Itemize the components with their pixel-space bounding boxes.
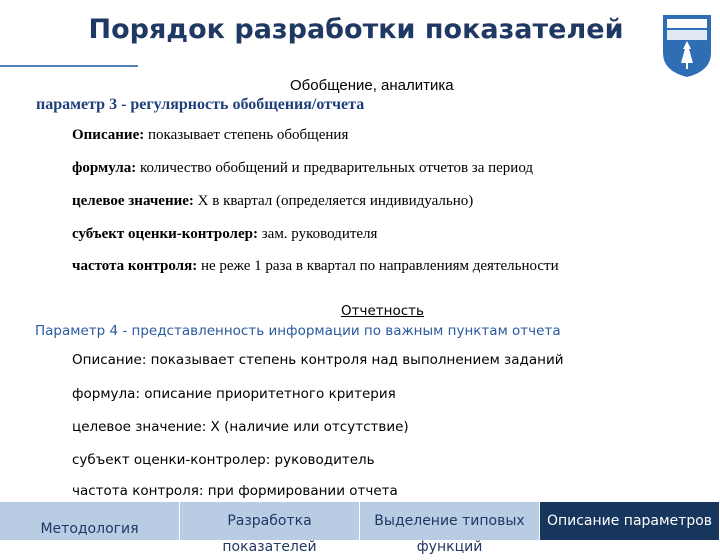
tab-parameter-description[interactable] — [540, 502, 720, 540]
item-label: Описание: — [72, 352, 147, 368]
title-underline — [0, 65, 138, 67]
item-value: Х в квартал (определяется индивидуально) — [193, 193, 474, 209]
item-label: частота контроля: — [72, 258, 198, 274]
parameter-3-title: параметр 3 - регулярность обобщения/отчета — [36, 96, 365, 113]
param4-description — [72, 352, 564, 368]
item-value: зам. руководителя — [257, 226, 378, 242]
item-label: субъект оценки-контролер: — [72, 226, 258, 242]
item-value: Х (наличие или отсутствие) — [206, 419, 409, 435]
item-value: количество обобщений и предварительных отчетов за период — [136, 160, 534, 176]
tab-methodology[interactable] — [0, 502, 180, 540]
section-heading-reporting: Отчетность — [341, 303, 424, 319]
page-title: Порядок разработки показателей — [88, 14, 624, 45]
tab-label: Выделение типовых функций — [374, 513, 525, 555]
item-value: при формировании отчета — [203, 483, 398, 499]
param4-formula — [72, 386, 396, 402]
item-label: Описание: — [72, 127, 145, 143]
parameter-4-title: Параметр 4 - представленность информации по важным пунктам отчета — [35, 323, 561, 339]
item-value: показывает степень обобщения — [144, 127, 349, 143]
item-label: частота контроля: — [72, 483, 204, 499]
tab-indicator-development[interactable] — [180, 502, 360, 555]
tab-typical-functions[interactable] — [360, 502, 540, 555]
item-value: описание приоритетного критерия — [140, 386, 396, 402]
item-label: формула: — [72, 386, 140, 402]
param3-controller — [72, 226, 377, 243]
param3-description — [72, 127, 348, 144]
section-heading-analytics: Обобщение, аналитика — [290, 77, 454, 94]
navigation-tabs — [0, 502, 720, 555]
param4-frequency — [72, 483, 398, 499]
item-label: целевое значение: — [72, 193, 194, 209]
param3-frequency — [72, 258, 559, 275]
item-value: не реже 1 раза в квартал по направлениям деятельности — [197, 258, 559, 274]
city-crest-icon — [661, 13, 713, 79]
param3-formula — [72, 160, 533, 177]
item-value: показывает степень контроля над выполнением заданий — [146, 352, 564, 368]
item-label: формула: — [72, 160, 137, 176]
item-label: субъект оценки-контролер: — [72, 452, 271, 468]
param4-target-value — [72, 419, 409, 435]
tab-label: Описание параметров — [546, 513, 713, 529]
item-value: руководитель — [270, 452, 375, 468]
param3-target-value — [72, 193, 473, 210]
param4-controller — [72, 452, 375, 468]
item-label: целевое значение: — [72, 419, 207, 435]
tab-label: Методология — [40, 521, 139, 537]
tab-label: Разработка показателей — [222, 513, 317, 555]
